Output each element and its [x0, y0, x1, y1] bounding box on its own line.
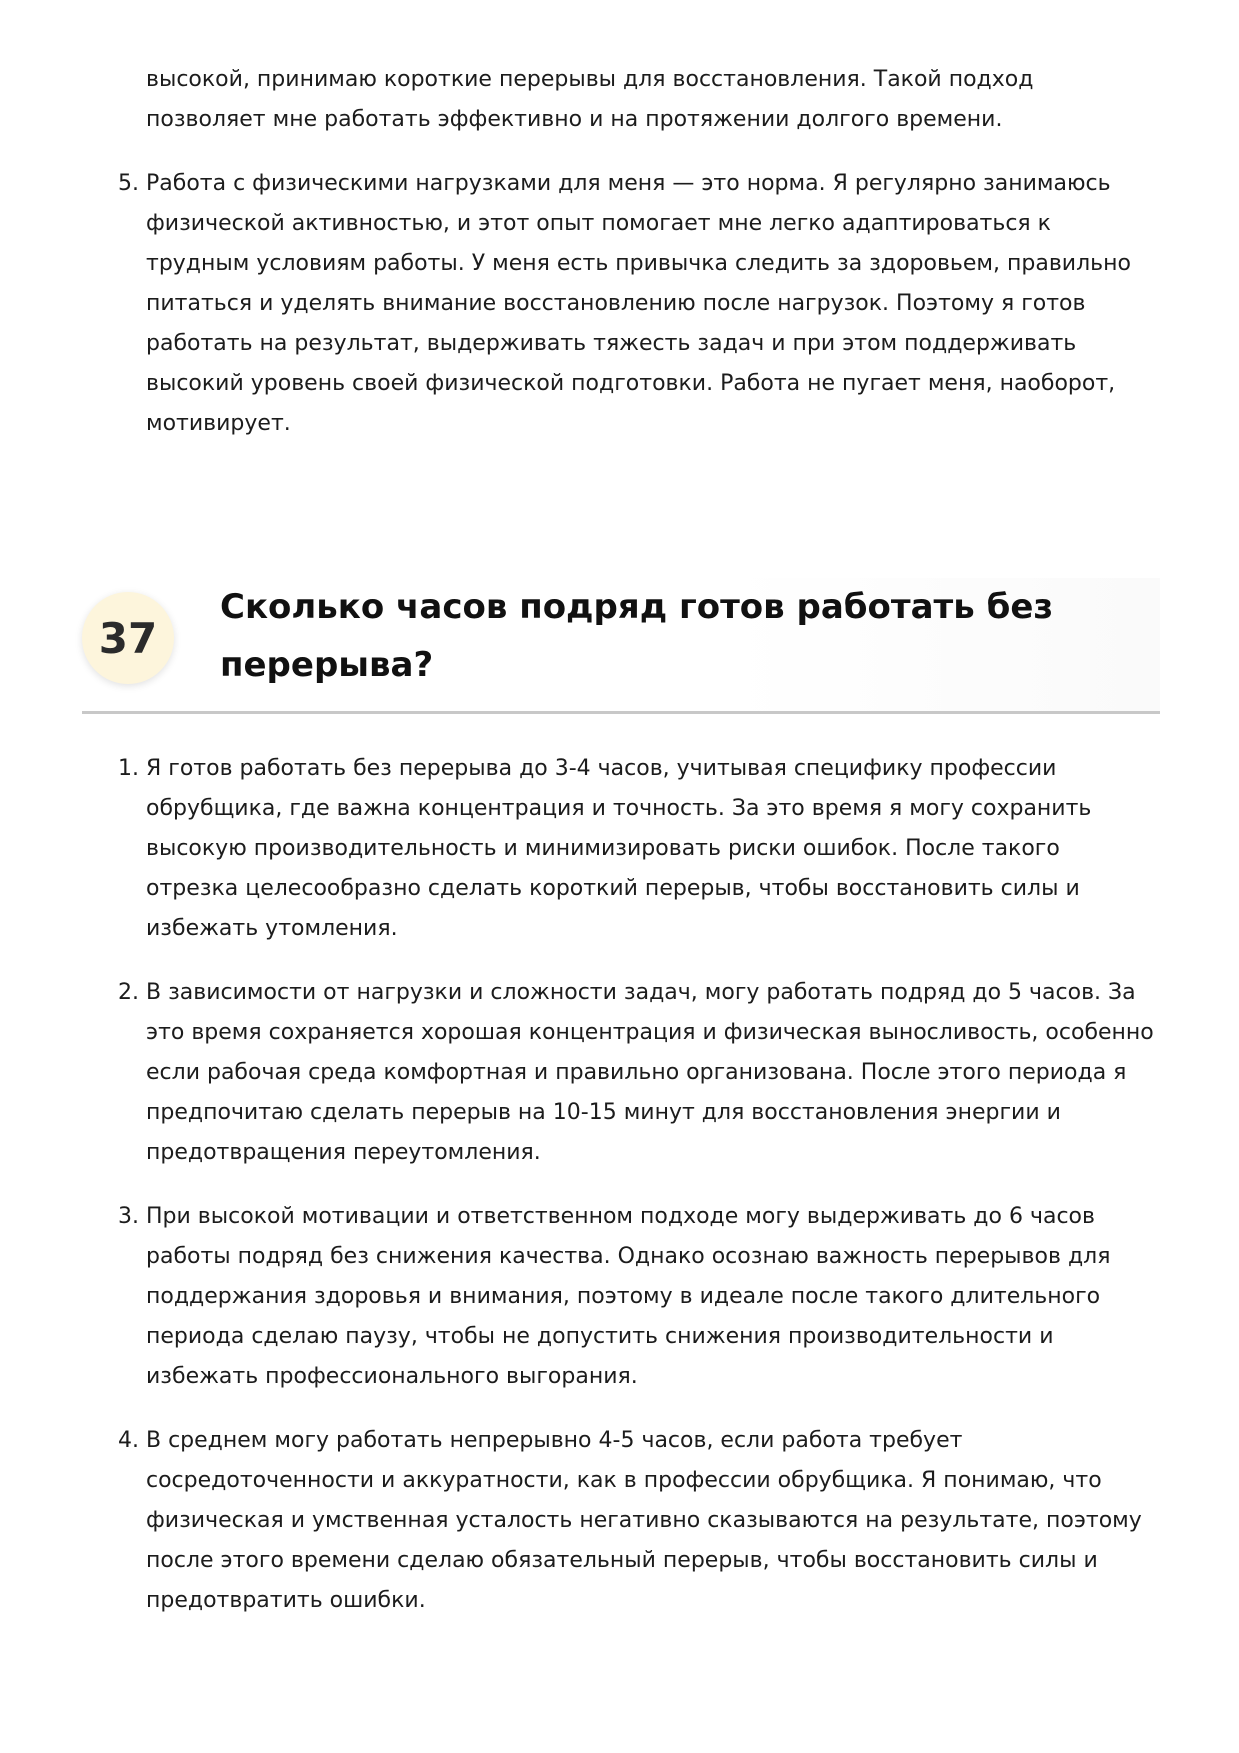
list-item-number: 5.: [118, 171, 139, 196]
list-item: [118, 164, 1158, 444]
list-item-text: В среднем могу работать непрерывно 4-5 часов, если работа требует сосредоточенности и аккуратности, как в профессии обрубщика. Я понимаю, что физическая и умственная усталость негативно сказываются на результате, поэтому после этого времени сделаю обязательный перерыв, чтобы восстановить силы и предотвратить ошибки.: [146, 1428, 1142, 1613]
list-item: [118, 1197, 1158, 1397]
list-item-number: 3.: [118, 1204, 139, 1229]
previous-answers-list: [118, 60, 1158, 444]
list-item-number: 4.: [118, 1428, 139, 1453]
question-title: Сколько часов подряд готов работать без перерыва?: [220, 587, 1054, 685]
list-item-text: Работа с физическими нагрузками для меня — это норма. Я регулярно занимаюсь физической активностью, и этот опыт помогает мне легко адаптироваться к трудным условиям работы. У меня есть привычка следить за здоровьем, правильно питаться и уделять внимание восстановлению после нагрузок. Поэтому я готов работать на результат, выдерживать тяжесть задач и при этом поддерживать высокий уровень своей физической подготовки. Работа не пугает меня, наоборот, мотивирует.: [146, 171, 1131, 436]
question-header: [82, 578, 1160, 714]
list-item: [118, 60, 1158, 140]
list-item-number: 2.: [118, 980, 139, 1005]
list-item-text: При высокой мотивации и ответственном подходе могу выдерживать до 6 часов работы подряд без снижения качества. Однако осознаю важность перерывов для поддержания здоровья и внимания, поэтому в идеале после такого длительного периода сделаю паузу, чтобы не допустить снижения производительности и избежать профессионального выгорания.: [146, 1204, 1111, 1389]
answers-list: [118, 749, 1158, 1621]
list-item: [118, 1421, 1158, 1621]
list-item-text: высокой, принимаю короткие перерывы для восстановления. Такой подход позволяет мне работать эффективно и на протяжении долгого времени.: [146, 67, 1034, 132]
list-item: [118, 973, 1158, 1173]
list-item-number: 1.: [118, 756, 139, 781]
list-item-text: В зависимости от нагрузки и сложности задач, могу работать подряд до 5 часов. За это время сохраняется хорошая концентрация и физическая выносливость, особенно если рабочая среда комфортная и правильно организована. После этого периода я предпочитаю сделать перерыв на 10-15 минут для восстановления энергии и предотвращения переутомления.: [146, 980, 1154, 1165]
question-number-badge: 37: [82, 592, 174, 684]
list-item: [118, 749, 1158, 949]
list-item-text: Я готов работать без перерыва до 3-4 часов, учитывая специфику профессии обрубщика, где важна концентрация и точность. За это время я могу сохранить высокую производительность и минимизировать риски ошибок. После такого отрезка целесообразно сделать короткий перерыв, чтобы восстановить силы и избежать утомления.: [146, 756, 1092, 941]
